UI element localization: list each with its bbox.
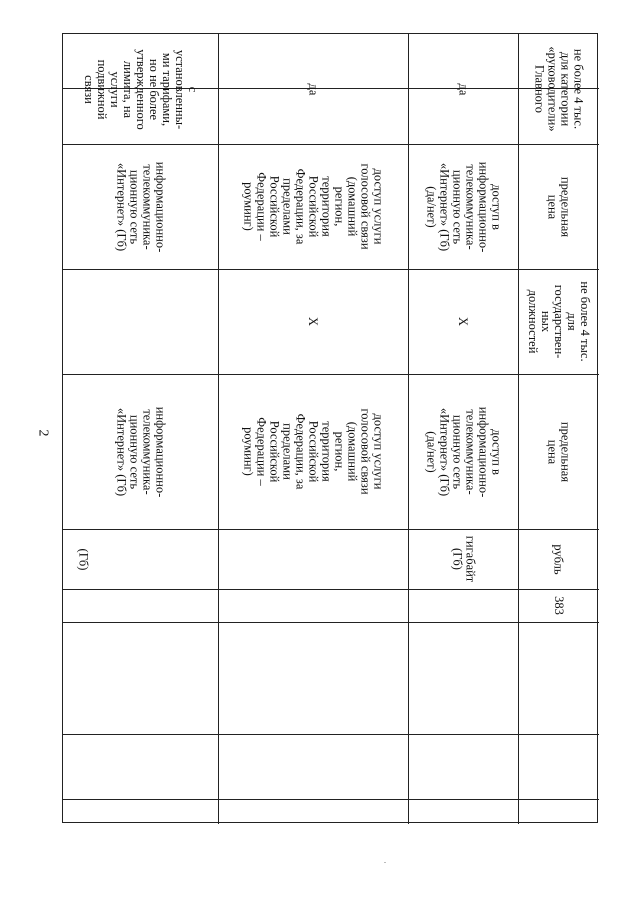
cell-parameter xyxy=(408,374,518,529)
cell-code xyxy=(518,589,599,622)
cell-parameter xyxy=(518,144,599,269)
cell-text: рубль xyxy=(551,543,566,575)
cell-text: X xyxy=(306,316,321,327)
cell-text: с установленны- ми тарифами, но не более утвержденного лимита, на услуги подвижной связи xyxy=(82,48,200,130)
cell-text: предельная цена xyxy=(545,176,573,237)
cell-text: 383 xyxy=(552,596,566,615)
cell-value xyxy=(518,34,599,144)
cell-text: доступ услуги голосовой связи (домашний регион, территория Российской Федерации, за пределами Российской Федерации – роуминг) xyxy=(241,163,386,250)
scan-speck xyxy=(384,862,386,863)
cell-parameter xyxy=(408,144,518,269)
cell-text: информационно- телекоммуника- ционную сеть «Интернет» (Гб) xyxy=(114,161,168,252)
cell-text: гигабайт (Гб) xyxy=(450,535,477,583)
cell-parameter xyxy=(63,144,218,269)
cell-parameter xyxy=(518,374,599,529)
cell-text: предельная цена xyxy=(545,421,573,482)
cell-text: да xyxy=(456,83,471,95)
cell-parameter xyxy=(218,374,408,529)
cell-unit xyxy=(518,529,599,589)
cell-parameter xyxy=(218,144,408,269)
cell-value xyxy=(218,269,408,374)
cell-unit xyxy=(63,529,103,589)
cell-text: доступ услуги голосовой связи (домашний регион, территория Российской Федерации, за пределами Российской Федерации – роуминг) xyxy=(241,408,386,495)
cell-text: (Гб) xyxy=(76,548,91,570)
cell-value xyxy=(63,34,218,144)
cell-text: да xyxy=(306,83,321,95)
cell-value xyxy=(408,269,518,374)
cell-parameter xyxy=(63,374,218,529)
cell-unit xyxy=(408,529,518,589)
page-number-text: 2 xyxy=(35,429,50,437)
cell-value xyxy=(408,34,518,144)
cell-text: доступ в информационно- телекоммуника- ционную сеть «Интернет» (Гб) (да/нет) xyxy=(424,406,503,497)
page-number xyxy=(34,425,50,441)
cell-text: не более 4 тыс. для категории «руководители» Главного xyxy=(532,46,586,132)
cell-text: X xyxy=(456,316,471,327)
cell-text: информационно- телекоммуника- ционную сеть «Интернет» (Гб) xyxy=(114,406,168,497)
cell-text: доступ в информационно- телекоммуника- ционную сеть «Интернет» (Гб) (да/нет) xyxy=(424,161,503,252)
document-table xyxy=(62,33,598,823)
cell-value xyxy=(518,269,599,374)
cell-value xyxy=(218,34,408,144)
cell-value xyxy=(63,269,218,374)
cell-text: не более 4 тыс. для государствен- ных должностей xyxy=(526,281,592,362)
